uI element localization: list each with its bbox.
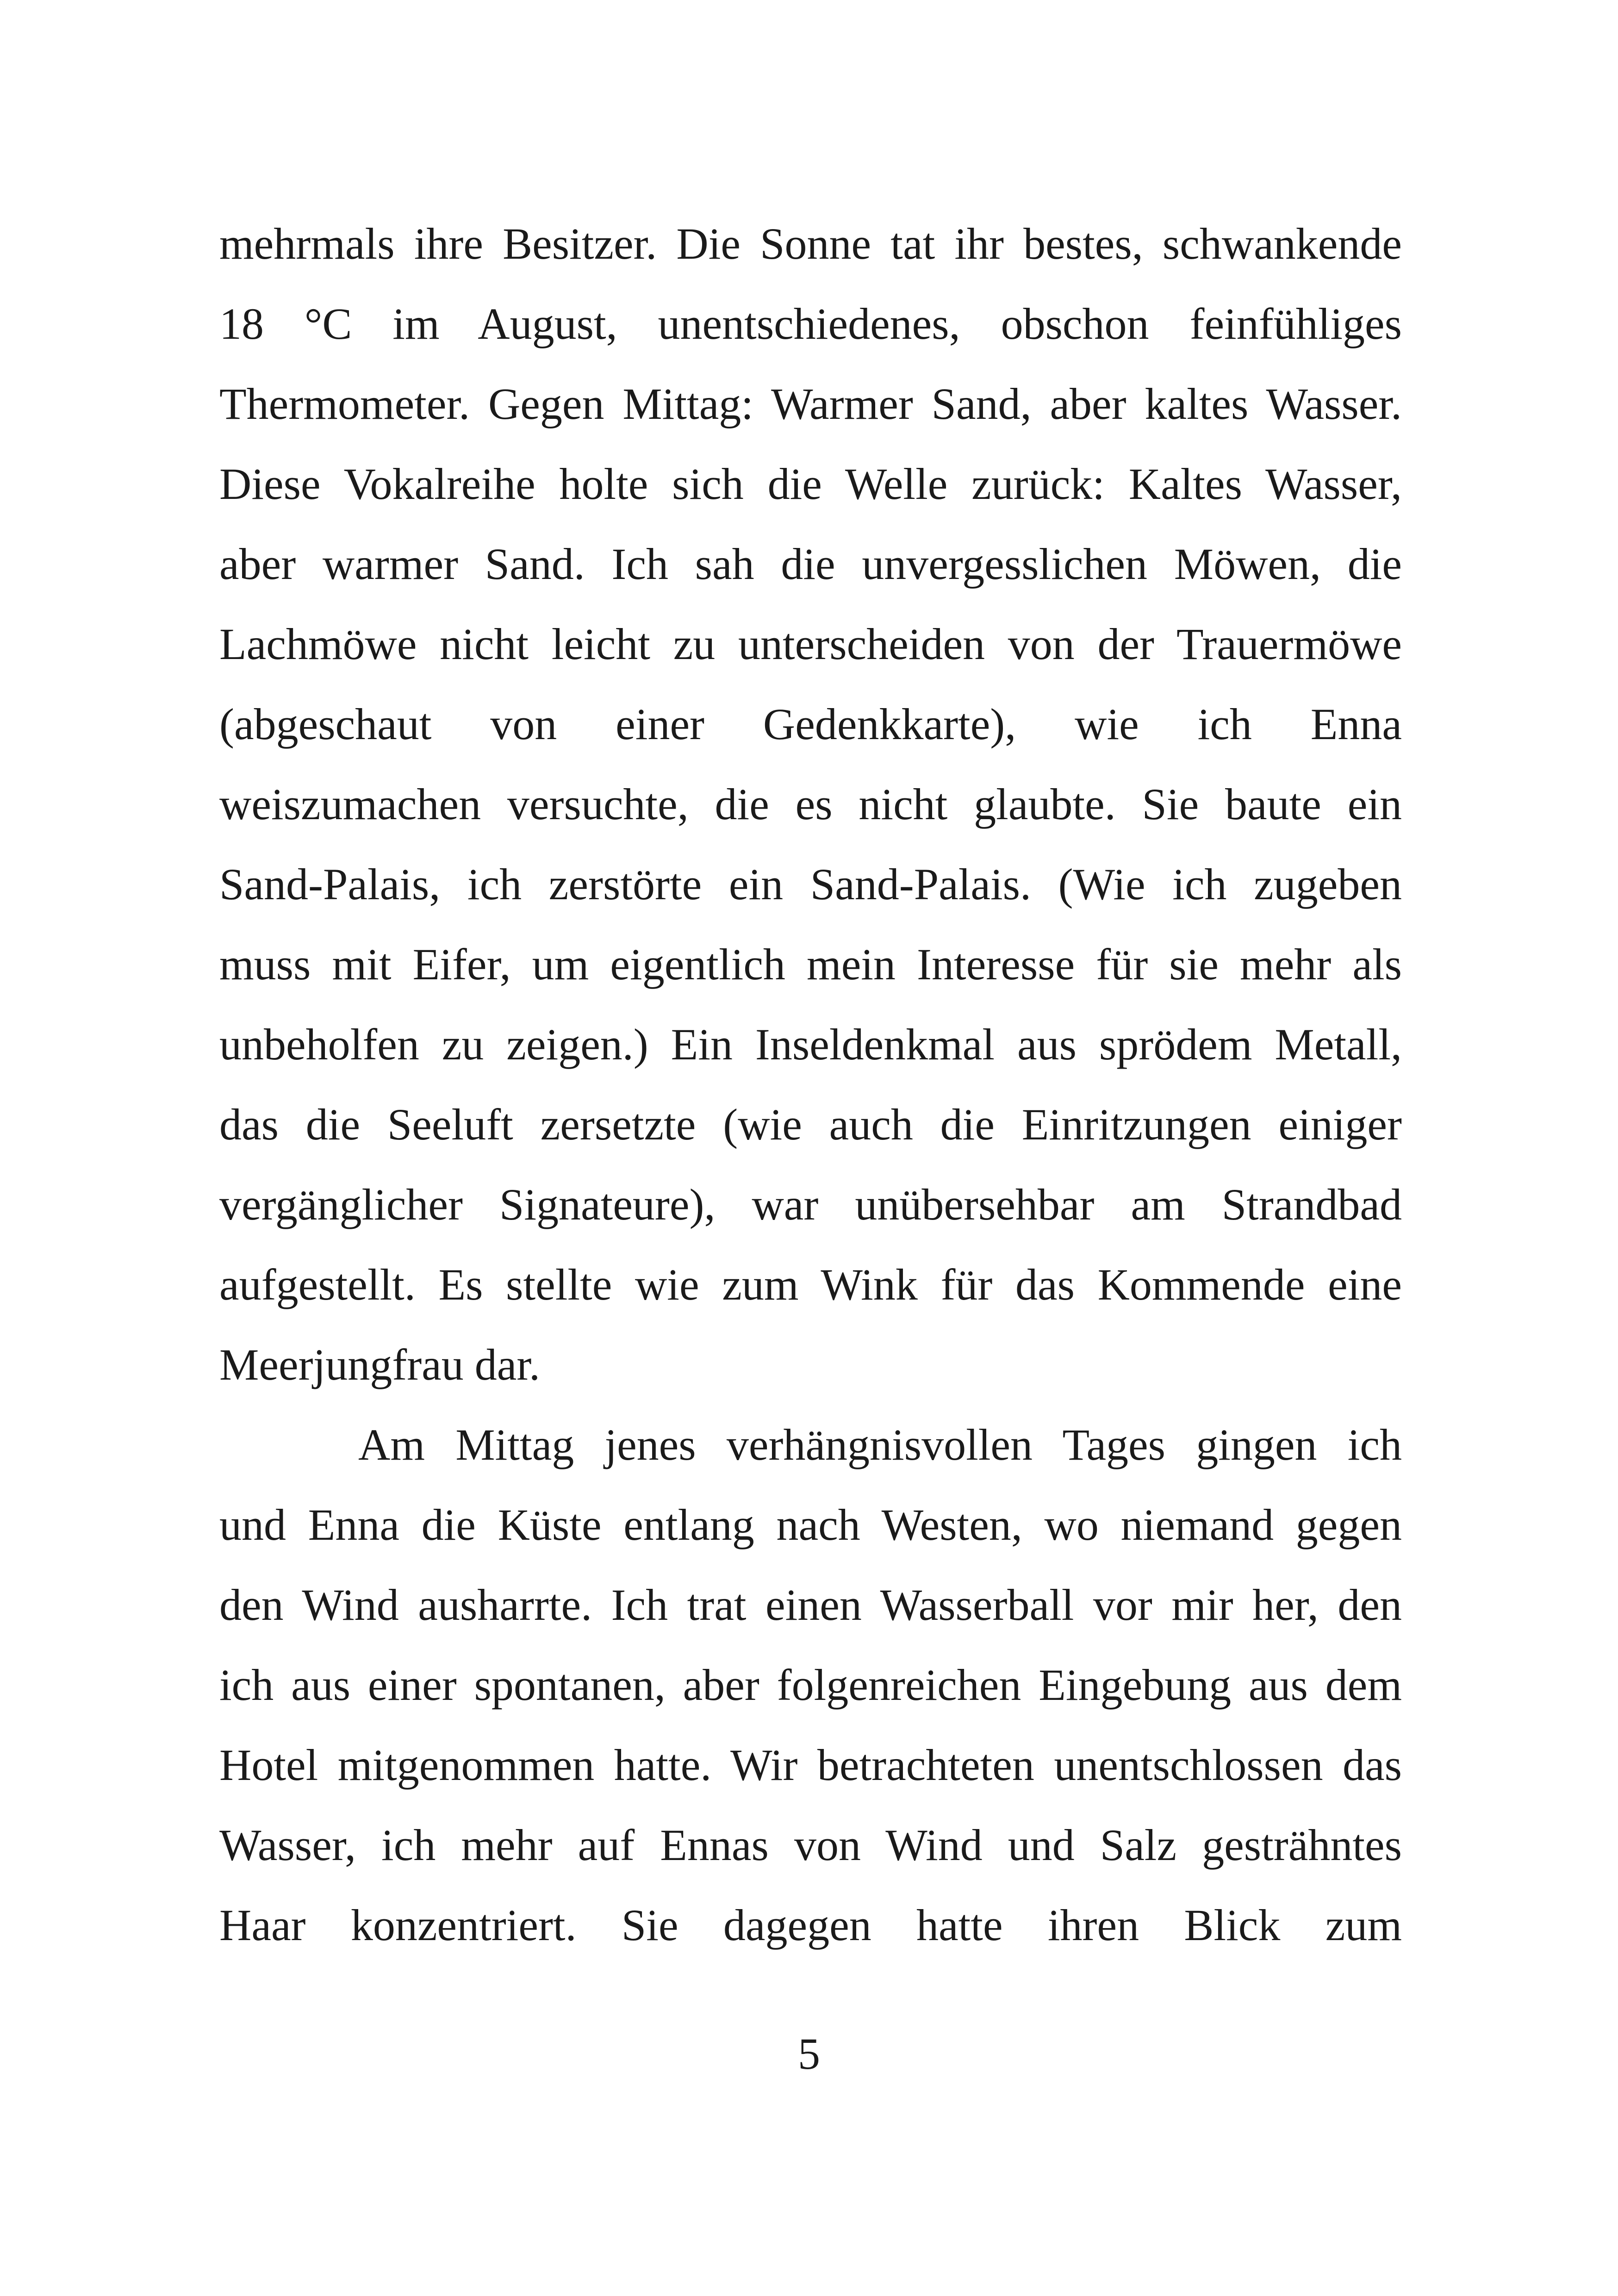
text-line: Diese Vokalreihe holte sich die Welle zurück: Kaltes Wasser, xyxy=(219,459,1402,509)
text-line: unbeholfen zu zeigen.) Ein Inseldenkmal aus sprödem Metall, xyxy=(219,1020,1402,1069)
page-number: 5 xyxy=(798,2029,820,2078)
text-line: 18 °C im August, unentschiedenes, obschon feinfühliges xyxy=(219,299,1402,348)
text-line: Hotel mitgenommen hatte. Wir betrachteten unentschlossen das xyxy=(219,1740,1402,1790)
text-line: Wasser, ich mehr auf Ennas von Wind und Salz gesträhntes xyxy=(219,1820,1402,1870)
body-text xyxy=(219,204,1402,1965)
text-line: Haar konzentriert. Sie dagegen hatte ihren Blick zum xyxy=(219,1900,1402,1950)
text-line: vergänglicher Signateure), war unübersehbar am Strandbad xyxy=(219,1180,1402,1229)
paragraph-end-line: Meerjungfrau dar. xyxy=(219,1340,541,1389)
text-line: ich aus einer spontanen, aber folgenreichen Eingebung aus dem xyxy=(219,1660,1402,1710)
text-line: muss mit Eifer, um eigentlich mein Interesse für sie mehr als xyxy=(219,940,1402,989)
text-line: den Wind ausharrte. Ich trat einen Wasserball vor mir her, den xyxy=(219,1580,1402,1630)
paragraph-start-line: Am Mittag jenes verhängnisvollen Tages gingen ich xyxy=(358,1420,1402,1469)
text-line: Thermometer. Gegen Mittag: Warmer Sand, aber kaltes Wasser. xyxy=(219,379,1402,429)
text-line: weiszumachen versuchte, die es nicht glaubte. Sie baute ein xyxy=(219,779,1402,829)
text-line: mehrmals ihre Besitzer. Die Sonne tat ihr bestes, schwankende xyxy=(219,219,1402,268)
text-line: und Enna die Küste entlang nach Westen, wo niemand gegen xyxy=(219,1500,1402,1549)
text-line: (abgeschaut von einer Gedenkkarte), wie ich Enna xyxy=(219,699,1402,749)
text-line: das die Seeluft zersetzte (wie auch die Einritzungen einiger xyxy=(219,1100,1402,1149)
text-line: aufgestellt. Es stellte wie zum Wink für das Kommende eine xyxy=(219,1260,1402,1309)
text-line: Lachmöwe nicht leicht zu unterscheiden von der Trauermöwe xyxy=(219,619,1402,669)
text-line: Sand-Palais, ich zerstörte ein Sand-Palais. (Wie ich zugeben xyxy=(219,859,1402,909)
text-line: aber warmer Sand. Ich sah die unvergesslichen Möwen, die xyxy=(219,539,1402,589)
